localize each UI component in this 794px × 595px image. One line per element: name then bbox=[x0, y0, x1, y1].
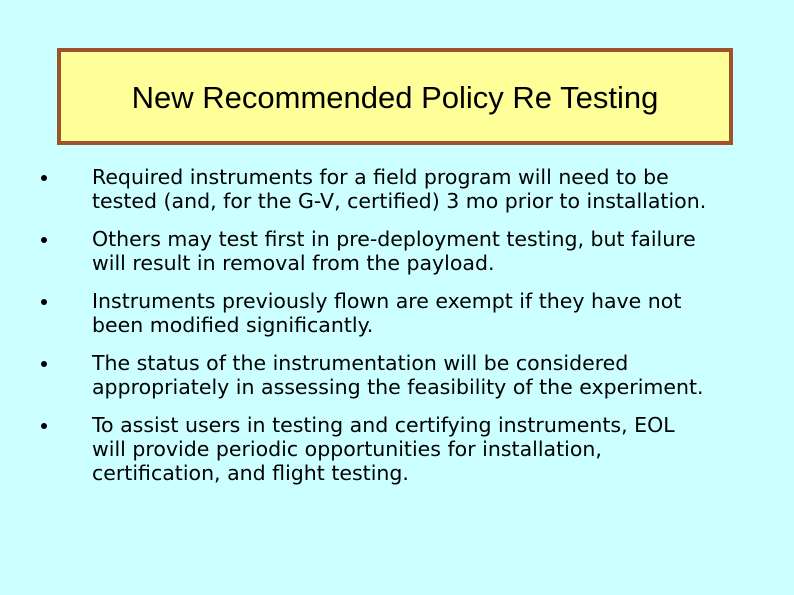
bullet-icon bbox=[41, 175, 47, 181]
bullet-item bbox=[30, 289, 770, 337]
bullet-text: Others may test first in pre-deployment testing, but failure will result in removal from the payload. bbox=[92, 227, 696, 275]
bullet-icon bbox=[41, 237, 47, 243]
bullet-item bbox=[30, 351, 770, 399]
bullet-item bbox=[30, 165, 770, 213]
bullet-item bbox=[30, 227, 770, 275]
bullet-icon bbox=[41, 361, 47, 367]
bullet-text: Instruments previously flown are exempt if they have not been modified significantly. bbox=[92, 289, 682, 337]
bullet-icon bbox=[41, 299, 47, 305]
bullet-item bbox=[30, 413, 770, 485]
slide-title: New Recommended Policy Re Testing bbox=[131, 79, 659, 115]
bullet-icon bbox=[41, 423, 47, 429]
bullet-text: The status of the instrumentation will be considered appropriately in assessing the feasibility of the experiment. bbox=[92, 351, 704, 399]
bullet-text: Required instruments for a field program will need to be tested (and, for the G-V, certified) 3 mo prior to installation. bbox=[92, 165, 707, 213]
title-box bbox=[57, 48, 733, 145]
bullet-list bbox=[30, 165, 770, 499]
bullet-text: To assist users in testing and certifying instruments, EOL will provide periodic opportunities for installation, certification, and flight testing. bbox=[92, 413, 675, 485]
